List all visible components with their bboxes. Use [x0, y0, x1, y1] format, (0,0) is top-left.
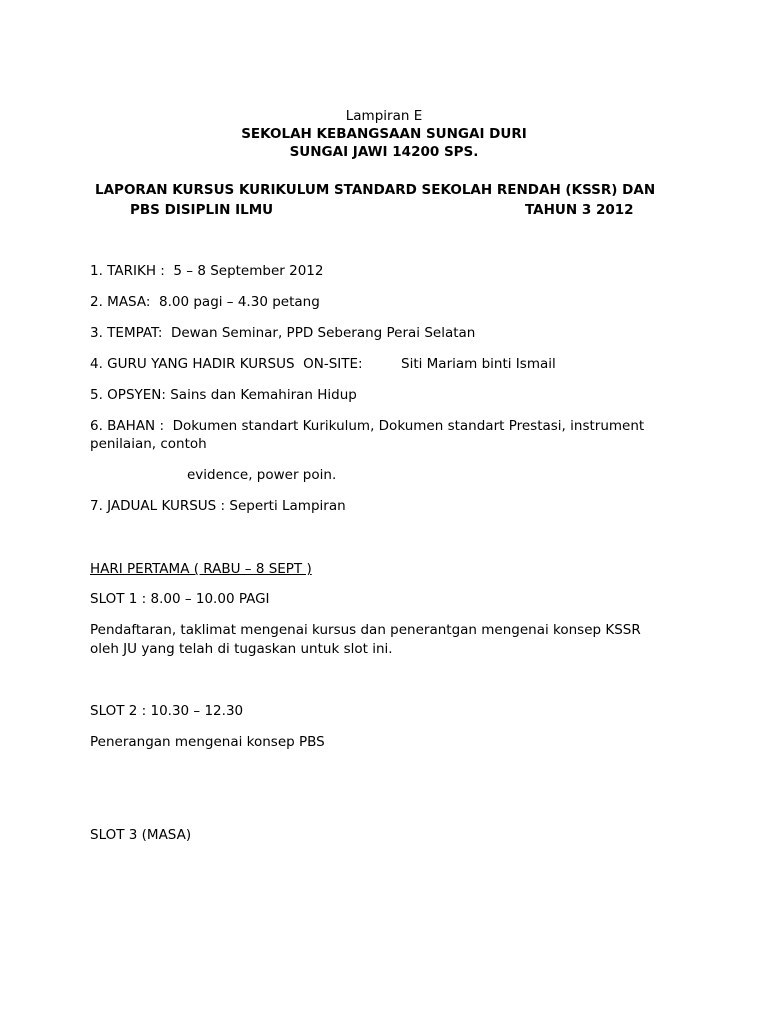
item-opsyen: 5. OPSYEN: Sains dan Kemahiran Hidup: [90, 387, 357, 403]
lampiran-label: Lampiran E: [345, 108, 423, 124]
item-guru-name: Siti Mariam binti Ismail: [401, 356, 556, 372]
report-title-line1: LAPORAN KURSUS KURIKULUM STANDARD SEKOLAH RENDAH (KSSR) DAN: [95, 182, 656, 198]
item-jadual: 7. JADUAL KURSUS : Seperti Lampiran: [90, 498, 346, 514]
slot1-desc-line1: Pendaftaran, taklimat mengenai kursus dan penerantgan mengenai konsep KSSR: [90, 622, 641, 638]
item-masa: 2. MASA: 8.00 pagi – 4.30 petang: [90, 294, 320, 310]
school-name: SEKOLAH KEBANGSAAN SUNGAI DURI: [241, 126, 527, 142]
item-tempat: 3. TEMPAT: Dewan Seminar, PPD Seberang Perai Selatan: [90, 325, 476, 341]
report-title-year: TAHUN 3 2012: [525, 202, 634, 218]
item-bahan-line2: penilaian, contoh: [90, 436, 207, 452]
slot1-desc-line2: oleh JU yang telah di tugaskan untuk slot ini.: [90, 641, 393, 657]
slot2-desc: Penerangan mengenai konsep PBS: [90, 734, 325, 750]
day-heading: HARI PERTAMA ( RABU – 8 SEPT ): [90, 561, 312, 577]
report-title-subject: PBS DISIPLIN ILMU: [130, 202, 274, 218]
slot3-title: SLOT 3 (MASA): [90, 827, 192, 843]
item-guru-label: 4. GURU YANG HADIR KURSUS ON-SITE:: [90, 356, 363, 372]
slot1-title: SLOT 1 : 8.00 – 10.00 PAGI: [90, 591, 270, 607]
item-bahan-line3: evidence, power poin.: [187, 467, 337, 483]
slot2-title: SLOT 2 : 10.30 – 12.30: [90, 703, 244, 719]
item-tarikh: 1. TARIKH : 5 – 8 September 2012: [90, 263, 324, 279]
item-bahan-line1: 6. BAHAN : Dokumen standart Kurikulum, Dokumen standart Prestasi, instrument: [90, 418, 645, 434]
school-address: SUNGAI JAWI 14200 SPS.: [289, 144, 479, 160]
